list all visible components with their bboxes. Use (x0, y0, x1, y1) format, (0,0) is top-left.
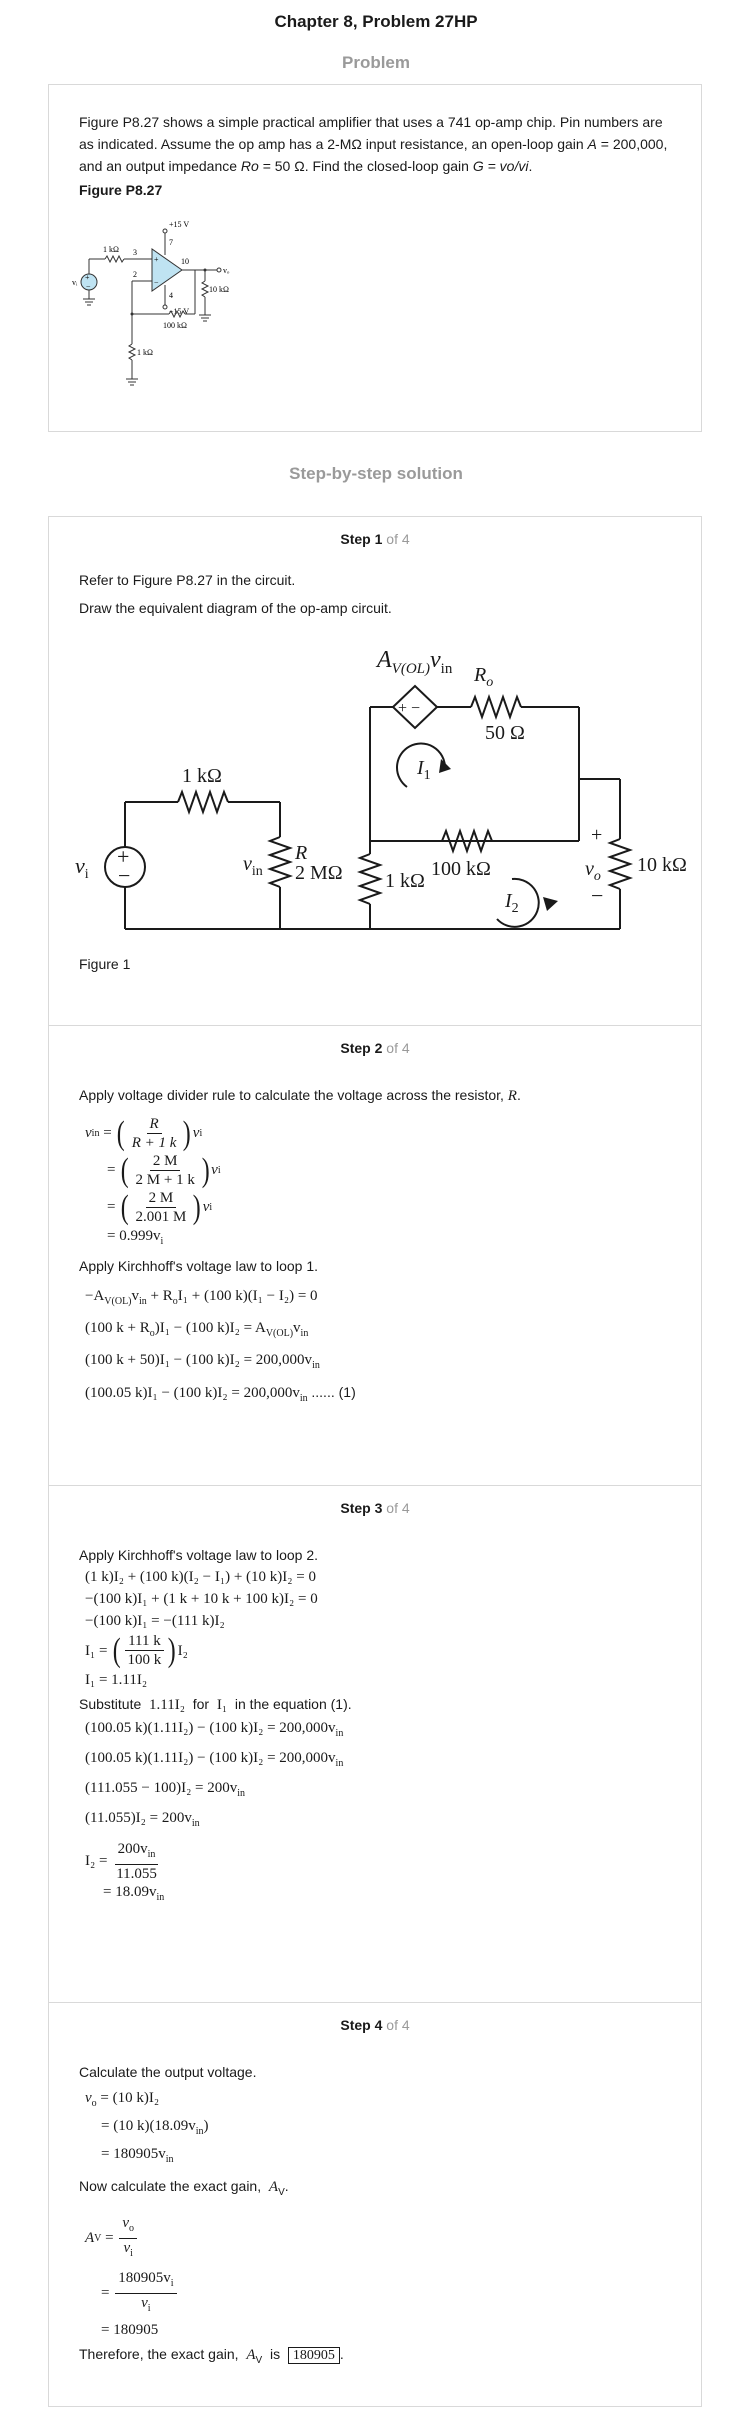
kvl2-a-sub: o (149, 1328, 155, 1339)
ro-label: $R_o$ (474, 664, 494, 690)
vd-line-2: = ( $\frac{2 M}{2 M + 1 k}$ ) v i (107, 1151, 221, 1189)
eq4-den: 100 k (127, 1652, 162, 1668)
kvl4: (100.05 k)I₁ − (100 k)I₂ = 200,000v (85, 1385, 300, 1401)
gain-line-3: = 180905 (101, 2321, 159, 2338)
vd-line-1: v in = ( $\frac{R}{R + 1 k}$ ) v i (85, 1114, 203, 1152)
figure-1-caption: Figure 1 (79, 956, 131, 972)
vd-f3-den: 2.001 M (135, 1209, 187, 1225)
vd-lhs-sub: in (91, 1128, 100, 1139)
vd-vi: v (192, 1125, 200, 1141)
vi-label: vᵢ (72, 278, 78, 287)
s1: (100.05 k)(1.11I₂) − (100 k)I₂ = 200,000v (85, 1720, 336, 1736)
s-line-4 (85, 1806, 671, 1836)
g2-den-sub: i (147, 2302, 151, 2314)
s-line-3 (85, 1776, 671, 1806)
o2-sub: in (195, 2126, 204, 2137)
opamp-plus: + (154, 255, 159, 264)
kvl1-r-sub: o (172, 1296, 178, 1307)
o3-sub: in (165, 2154, 174, 2165)
vo-plus: + (591, 824, 603, 846)
voltage-divider-block (85, 1115, 671, 1247)
kvl1-end: I₁ + (100 k)(I₁ − I₂) = 0 (177, 1288, 318, 1304)
final-var-sub: V (255, 2354, 263, 2366)
r-10k (610, 839, 630, 889)
step-1-title (49, 531, 701, 547)
i1-label: $I_1$ (417, 757, 431, 783)
node (131, 313, 134, 316)
gain-block (85, 2214, 671, 2339)
g2-num: 180905v (118, 2269, 171, 2286)
vd-vi: v (211, 1162, 218, 1178)
i2-res: = 18.09v (103, 1884, 157, 1900)
g2-num-sub: i (170, 2277, 174, 2289)
vd-lhs: v (85, 1125, 92, 1141)
sub-val: 1.11I₂ (149, 1697, 185, 1713)
eq-2: −(100 k)I₁ + (1 k + 10 k + 100 k)I₂ = 0 (85, 1591, 318, 1607)
sub-var: I₁ (216, 1697, 228, 1713)
r-in (105, 256, 124, 262)
problem-var-ro: Ro (240, 158, 259, 174)
o1-rest: = (10 k)I₂ (96, 2090, 160, 2106)
src-minus: − (86, 282, 91, 291)
s1-sub: in (335, 1728, 344, 1739)
r-load-label: 10 kΩ (209, 285, 229, 294)
eq-4: I₁ = ( $\frac{111 k}{100 k}$ ) I₂ (85, 1631, 188, 1669)
problem-var-g: G = vo/vi (472, 158, 529, 174)
vo-label: $v_o$ (585, 858, 601, 884)
step-word: Step (340, 2017, 371, 2033)
gain-var: A (268, 2179, 279, 2195)
src-plus: + (85, 273, 90, 282)
vd-vi-sub: i (209, 1202, 213, 1213)
vin-label: $v_{in}$ (243, 853, 263, 879)
step-4-title (49, 2017, 701, 2033)
i2-num: 200v (117, 1841, 148, 1857)
vd-vi-sub: i (199, 1128, 203, 1139)
vd-f1-num: R (147, 1115, 162, 1134)
dep-src-sign: + − (398, 700, 421, 717)
vd-f3-num: 2 M (146, 1189, 177, 1208)
vo-label: vₒ (223, 266, 230, 275)
vd-vi: v (202, 1199, 210, 1215)
gain-intro-text: Now calculate the exact gain, (79, 2178, 262, 2194)
r-gnd (129, 344, 135, 360)
sub-block (85, 1716, 671, 1907)
solution-heading: Step-by-step solution (289, 464, 463, 483)
problem-var-a: A (587, 136, 597, 152)
step-word: Step (340, 1040, 371, 1056)
step-1-card (48, 516, 702, 1026)
step-3-intro: Apply Kirchhoff's voltage law to loop 2. (79, 1547, 318, 1563)
gain-var-sub: V (278, 2186, 285, 2198)
vd-vi-sub: i (217, 1165, 221, 1176)
kvl1-block (85, 1283, 671, 1412)
r-fb-label: 100 kΩ (163, 321, 187, 330)
step-num: 1 (374, 531, 383, 547)
step-of: of 4 (386, 1040, 410, 1056)
final-value-box: 180905 (288, 2347, 340, 2364)
terminal (217, 268, 221, 272)
intro-var: R (507, 1088, 517, 1104)
pin2: 2 (133, 270, 137, 279)
page-title: Chapter 8, Problem 27HP (274, 12, 478, 31)
kvl1-v-sub: in (139, 1296, 147, 1307)
r-in-label: 1 kΩ (103, 245, 119, 254)
kvl1-r: + R (146, 1288, 173, 1304)
r-2m (270, 837, 290, 887)
ro-value: 50 Ω (485, 722, 525, 744)
kvl-line-3 (85, 1347, 671, 1379)
kvl-intro: Apply Kirchhoff's voltage law to loop 1. (79, 1258, 318, 1274)
final-var: A (246, 2346, 256, 2363)
intro-text: Apply voltage divider rule to calculate the voltage across the resistor, (79, 1087, 504, 1103)
problem-text-3: = 50 Ω. Find the closed-loop gain (258, 158, 473, 174)
problem-heading: Problem (341, 53, 411, 72)
gain-intro (79, 2175, 671, 2204)
step-2-card (48, 1025, 702, 1486)
step-of: of 4 (386, 1500, 410, 1516)
i2-result (103, 1883, 671, 1907)
o3: = 180905v (101, 2146, 166, 2162)
r-1k-series (178, 792, 228, 812)
pin7: 7 (169, 238, 173, 247)
r-1k-label: 1 kΩ (182, 765, 222, 787)
kvl1-a: −A (85, 1288, 105, 1304)
step-4-card (48, 2002, 702, 2407)
gain-line-2: = $\frac{180905v_i}{v_i}$ (101, 2269, 671, 2318)
r-load-label: 10 kΩ (637, 854, 687, 876)
final-pre: Therefore, the exact gain, (79, 2345, 239, 2362)
o1: v (85, 2090, 92, 2106)
step-of: of 4 (386, 2017, 410, 2033)
kvl2-c-sub: in (300, 1328, 309, 1339)
vo-line-1 (85, 2087, 671, 2115)
vo-line-2 (101, 2115, 671, 2143)
problem-text (79, 111, 671, 177)
vo-line-3 (101, 2143, 671, 2171)
vo-minus: − (591, 883, 604, 908)
step-word: Step (340, 1500, 371, 1516)
eq-5: I₁ = 1.11I₂ (85, 1672, 148, 1688)
s3: (111.055 − 100)I₂ = 200v (85, 1780, 238, 1796)
vd-result: = 0.999v (107, 1228, 161, 1244)
figure-p8-27 (72, 219, 237, 409)
step-2-intro (79, 1084, 671, 1107)
step-of: of 4 (386, 531, 410, 547)
kvl1-v: v (131, 1288, 140, 1304)
vd-line-4 (107, 1228, 671, 1247)
kvl-line-1 (85, 1283, 671, 1315)
r-fb-label: 100 kΩ (431, 858, 491, 880)
pin10: 10 (181, 257, 189, 266)
s-line-2 (85, 1746, 671, 1776)
g1-num-sub: o (129, 2222, 135, 2234)
problem-text-1: Figure P8.27 shows a simple practical amplifier that uses a 741 op-amp chip. Pin numbers are as indicated. Assume the op amp has a 2-MΩ input resistance, an open-loop gain (79, 114, 663, 152)
step-1-line2: Draw the equivalent diagram of the op-amp circuit. (79, 600, 392, 616)
step-num: 4 (374, 2017, 383, 2033)
step-3-title (49, 1500, 701, 1516)
eq4-tail: I₂ (177, 1642, 188, 1659)
problem-text-2: = 200,000, and an output impedance (79, 136, 668, 174)
pin3: 3 (133, 248, 137, 257)
i2-frac-line (85, 1840, 671, 1883)
step-2-title (49, 1040, 701, 1056)
step-1-line1: Refer to Figure P8.27 in the circuit. (79, 572, 296, 588)
kvl2-b: )I₁ − (100 k)I₂ = A (154, 1320, 266, 1336)
step-num: 2 (374, 1040, 383, 1056)
vpos: +15 V (169, 220, 190, 229)
final-answer (79, 2343, 671, 2372)
vd-result-sub: i (160, 1236, 164, 1247)
kvl4-tag: ...... (1) (311, 1384, 356, 1400)
src-minus: − (118, 863, 131, 888)
g1-den-sub: i (130, 2247, 133, 2259)
step-num: 3 (374, 1500, 383, 1516)
loop-i2-head (543, 897, 558, 911)
vd-line-3: = ( $\frac{2 M}{2.001 M}$ ) v i (107, 1188, 213, 1226)
s3-sub: in (237, 1788, 246, 1799)
r-gnd-label: 1 kΩ (137, 348, 153, 357)
r-value: 2 MΩ (295, 862, 343, 884)
kvl1-a-sub: V(OL) (104, 1296, 132, 1307)
terminal (163, 305, 167, 309)
sub-mid: for (192, 1696, 210, 1712)
g2-den: v (141, 2294, 148, 2311)
g1-lhs: A (85, 2229, 95, 2246)
eq-1: (1 k)I₂ + (100 k)(I₂ − I₁) + (10 k)I₂ = 0 (85, 1569, 316, 1585)
o2-end: ) (203, 2118, 209, 2134)
sub-pre: Substitute (79, 1696, 142, 1712)
final-end: . (339, 2345, 344, 2362)
o1-sub: o (91, 2098, 97, 2109)
sub-post: in the equation (1). (234, 1696, 352, 1712)
i2-num-sub: in (147, 1849, 156, 1860)
kvl3: (100 k + 50)I₁ − (100 k)I₂ = 200,000v (85, 1352, 313, 1368)
terminal (163, 229, 167, 233)
kvl-line-4 (85, 1379, 671, 1412)
g1-num: v (122, 2214, 130, 2231)
vneg: −15 V (169, 307, 190, 316)
substitute-line (79, 1693, 671, 1716)
gain-label: $A_{V(OL)}v_{in}$ (377, 647, 453, 677)
s4-sub: in (191, 1818, 200, 1829)
s2: (100.05 k)(1.11I₂) − (100 k)I₂ = 200,000v (85, 1750, 336, 1766)
i2-label: $I_2$ (505, 890, 519, 916)
s4: (11.055)I₂ = 200v (85, 1810, 192, 1826)
r-load (202, 281, 208, 297)
step-3-card (48, 1485, 702, 2003)
kvl3-sub: in (312, 1360, 320, 1371)
r-o (471, 697, 521, 717)
r-label: R (295, 842, 308, 864)
src-plus: + (117, 844, 130, 869)
eq4-num: 111 k (125, 1632, 164, 1651)
i2-lhs: I₂ = (85, 1853, 108, 1869)
vd-f1-den: R + 1 k (131, 1135, 177, 1151)
gain-end: . (284, 2178, 289, 2194)
r-gnd-label: 1 kΩ (385, 870, 425, 892)
opamp-minus: − (154, 278, 159, 287)
i2-den: 11.055 (116, 1866, 157, 1882)
figure-1-circuit (67, 629, 687, 979)
i2-res-sub: in (156, 1892, 165, 1903)
kvl2-c: v (293, 1320, 301, 1336)
eq4-lhs: I₁ = (85, 1642, 108, 1659)
vo-block (85, 2087, 671, 2171)
s-line-1 (85, 1716, 671, 1746)
g1-den: v (123, 2239, 131, 2256)
s2-sub: in (335, 1758, 344, 1769)
intro-end: . (516, 1087, 521, 1103)
vd-f2-num: 2 M (150, 1152, 181, 1171)
kvl2-block (85, 1566, 671, 1691)
kvl4-sub: in (299, 1393, 308, 1404)
kvl-line-2 (85, 1315, 671, 1347)
eq-3: −(100 k)I₁ = −(111 k)I₂ (85, 1613, 225, 1629)
problem-text-4: . (528, 158, 533, 174)
problem-card (48, 84, 702, 432)
r-1k-gnd (360, 854, 380, 904)
vd-f2-den: 2 M + 1 k (135, 1172, 195, 1188)
step-word: Step (340, 531, 371, 547)
vi-label: $v_i$ (75, 853, 89, 882)
figure-label: Figure P8.27 (79, 182, 163, 198)
gain-line-1: A V = $\frac{v_o}{v_i}$ (85, 2214, 671, 2263)
kvl2-a: (100 k + R (85, 1320, 150, 1336)
final-is: is (269, 2345, 281, 2362)
g1-lhs-sub: V (94, 2232, 102, 2244)
step-4-intro: Calculate the output voltage. (79, 2064, 257, 2080)
pin4: 4 (169, 291, 173, 300)
o2: = (10 k)(18.09v (101, 2118, 196, 2134)
kvl2-b-sub: V(OL) (265, 1328, 294, 1339)
